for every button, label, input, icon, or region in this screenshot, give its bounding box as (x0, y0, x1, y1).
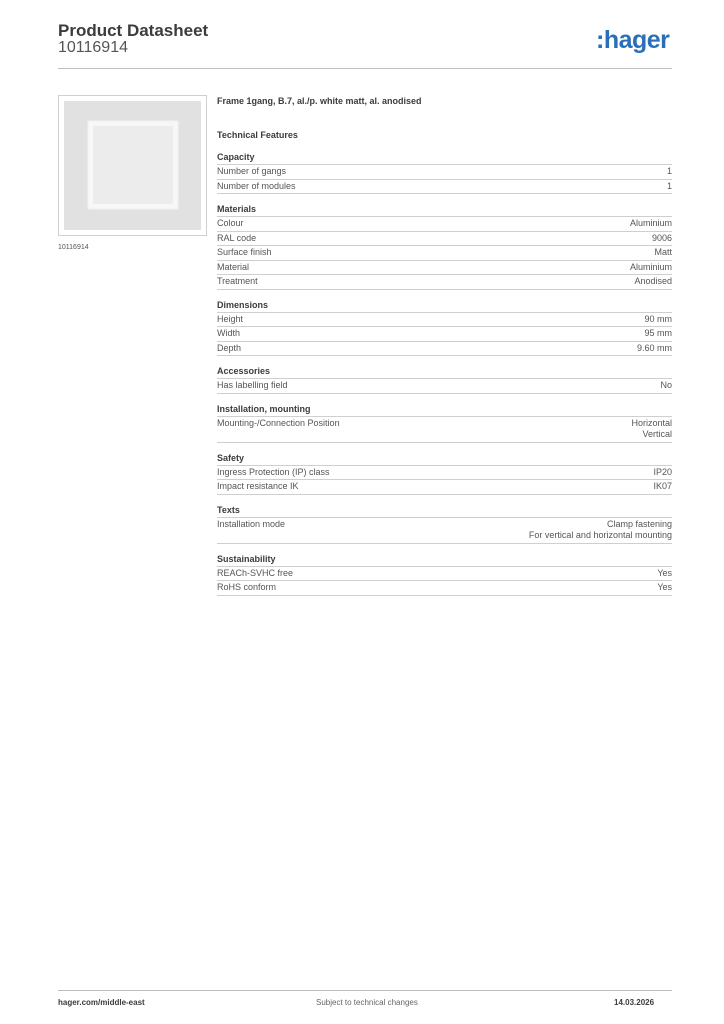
product-name: Frame 1gang, B.7, al./p. white matt, al. anodised (217, 96, 422, 106)
footer-website: hager.com/middle-east (58, 998, 145, 1007)
spec-value (657, 568, 672, 580)
product-code: 10116914 (58, 39, 128, 56)
spec-value (637, 343, 672, 355)
spec-row (217, 261, 672, 276)
spec-value-line: 90 mm (644, 313, 672, 324)
spec-value (652, 233, 672, 245)
spec-section (217, 365, 672, 394)
section-title: Texts (217, 504, 672, 518)
technical-features-title: Technical Features (217, 130, 298, 140)
spec-value-line: Anodised (634, 276, 672, 286)
spec-value-line: Aluminium (629, 261, 672, 272)
spec-value-line: IK07 (653, 481, 672, 491)
hager-logo: :hager (596, 26, 670, 54)
spec-value (630, 218, 672, 230)
section-title: Accessories (217, 365, 672, 379)
spec-row (217, 217, 672, 232)
spec-row (217, 342, 672, 357)
footer-divider (58, 990, 672, 991)
spec-row (217, 581, 672, 596)
spec-section (217, 299, 672, 357)
spec-value-line: Clamp fastening (606, 518, 672, 529)
spec-row (217, 417, 672, 443)
image-caption: 10116914 (58, 244, 89, 251)
spec-label: Surface finish (217, 247, 272, 257)
spec-value-line: Yes (657, 582, 672, 592)
spec-sections (217, 151, 672, 596)
spec-value-line: Vertical (642, 429, 672, 439)
spec-value (529, 519, 672, 542)
spec-section (217, 403, 672, 443)
spec-value (653, 481, 672, 493)
spec-label: Colour (217, 218, 244, 228)
spec-value-line: For vertical and horizontal mounting (528, 530, 672, 540)
spec-value-line: 95 mm (644, 328, 672, 338)
spec-label: RoHS conform (217, 582, 277, 592)
section-title: Capacity (217, 151, 672, 165)
spec-section (217, 203, 672, 290)
spec-value (667, 166, 672, 178)
spec-label: Height (217, 313, 244, 324)
spec-row (217, 327, 672, 342)
spec-label: Ingress Protection (IP) class (217, 466, 330, 477)
spec-row (217, 313, 672, 328)
section-title: Safety (217, 452, 672, 466)
spec-section (217, 504, 672, 544)
spec-value-line: Horizontal (631, 417, 672, 428)
section-title: Sustainability (217, 553, 672, 567)
spec-value (653, 467, 672, 479)
spec-label: Installation mode (217, 518, 286, 529)
spec-row (217, 180, 672, 195)
spec-value (660, 380, 672, 392)
spec-value (631, 418, 672, 441)
spec-section (217, 151, 672, 194)
spec-row (217, 379, 672, 394)
spec-row (217, 518, 672, 544)
datasheet-content (217, 94, 672, 596)
spec-value-line: Yes (657, 567, 672, 578)
footer-date: 14.03.2026 (614, 998, 655, 1007)
spec-label: Number of modules (217, 180, 296, 191)
spec-row (217, 567, 672, 582)
spec-row (217, 232, 672, 247)
spec-label: Material (217, 261, 250, 272)
spec-row (217, 466, 672, 481)
spec-row (217, 275, 672, 290)
spec-label: Has labelling field (217, 380, 288, 390)
spec-value-line: Matt (654, 247, 672, 257)
spec-value-line: IP20 (653, 466, 672, 477)
spec-value (634, 276, 672, 288)
spec-value-line: 1 (666, 180, 672, 191)
spec-section (217, 452, 672, 495)
spec-row (217, 246, 672, 261)
spec-label: Width (217, 328, 241, 338)
spec-label: Number of gangs (217, 166, 287, 176)
spec-value (654, 247, 672, 259)
spec-value (644, 328, 672, 340)
header-divider (58, 68, 672, 69)
spec-label: Impact resistance IK (217, 481, 299, 491)
section-title: Installation, mounting (217, 403, 672, 417)
spec-value-line: No (660, 380, 672, 390)
spec-label: Mounting-/Connection Position (217, 417, 340, 428)
spec-value-line: 1 (666, 166, 672, 176)
spec-value-line: 9.60 mm (636, 342, 672, 353)
spec-value-line: 9006 (651, 232, 672, 243)
spec-label: RAL code (217, 232, 257, 243)
spec-label: REACh-SVHC free (217, 567, 294, 578)
spec-label: Depth (217, 342, 242, 353)
section-title: Materials (217, 203, 672, 217)
spec-row (217, 165, 672, 180)
footer-disclaimer: Subject to technical changes (316, 998, 418, 1007)
section-title: Dimensions (217, 299, 672, 313)
product-image (58, 95, 207, 236)
frame-image (64, 101, 201, 230)
spec-row (217, 480, 672, 495)
spec-value (644, 314, 672, 326)
spec-value (657, 582, 672, 594)
spec-value (630, 262, 672, 274)
page-title: Product Datasheet (58, 21, 209, 40)
spec-section (217, 553, 672, 596)
spec-value (667, 181, 672, 193)
spec-value-line: Aluminium (629, 218, 672, 228)
spec-label: Treatment (217, 276, 258, 286)
